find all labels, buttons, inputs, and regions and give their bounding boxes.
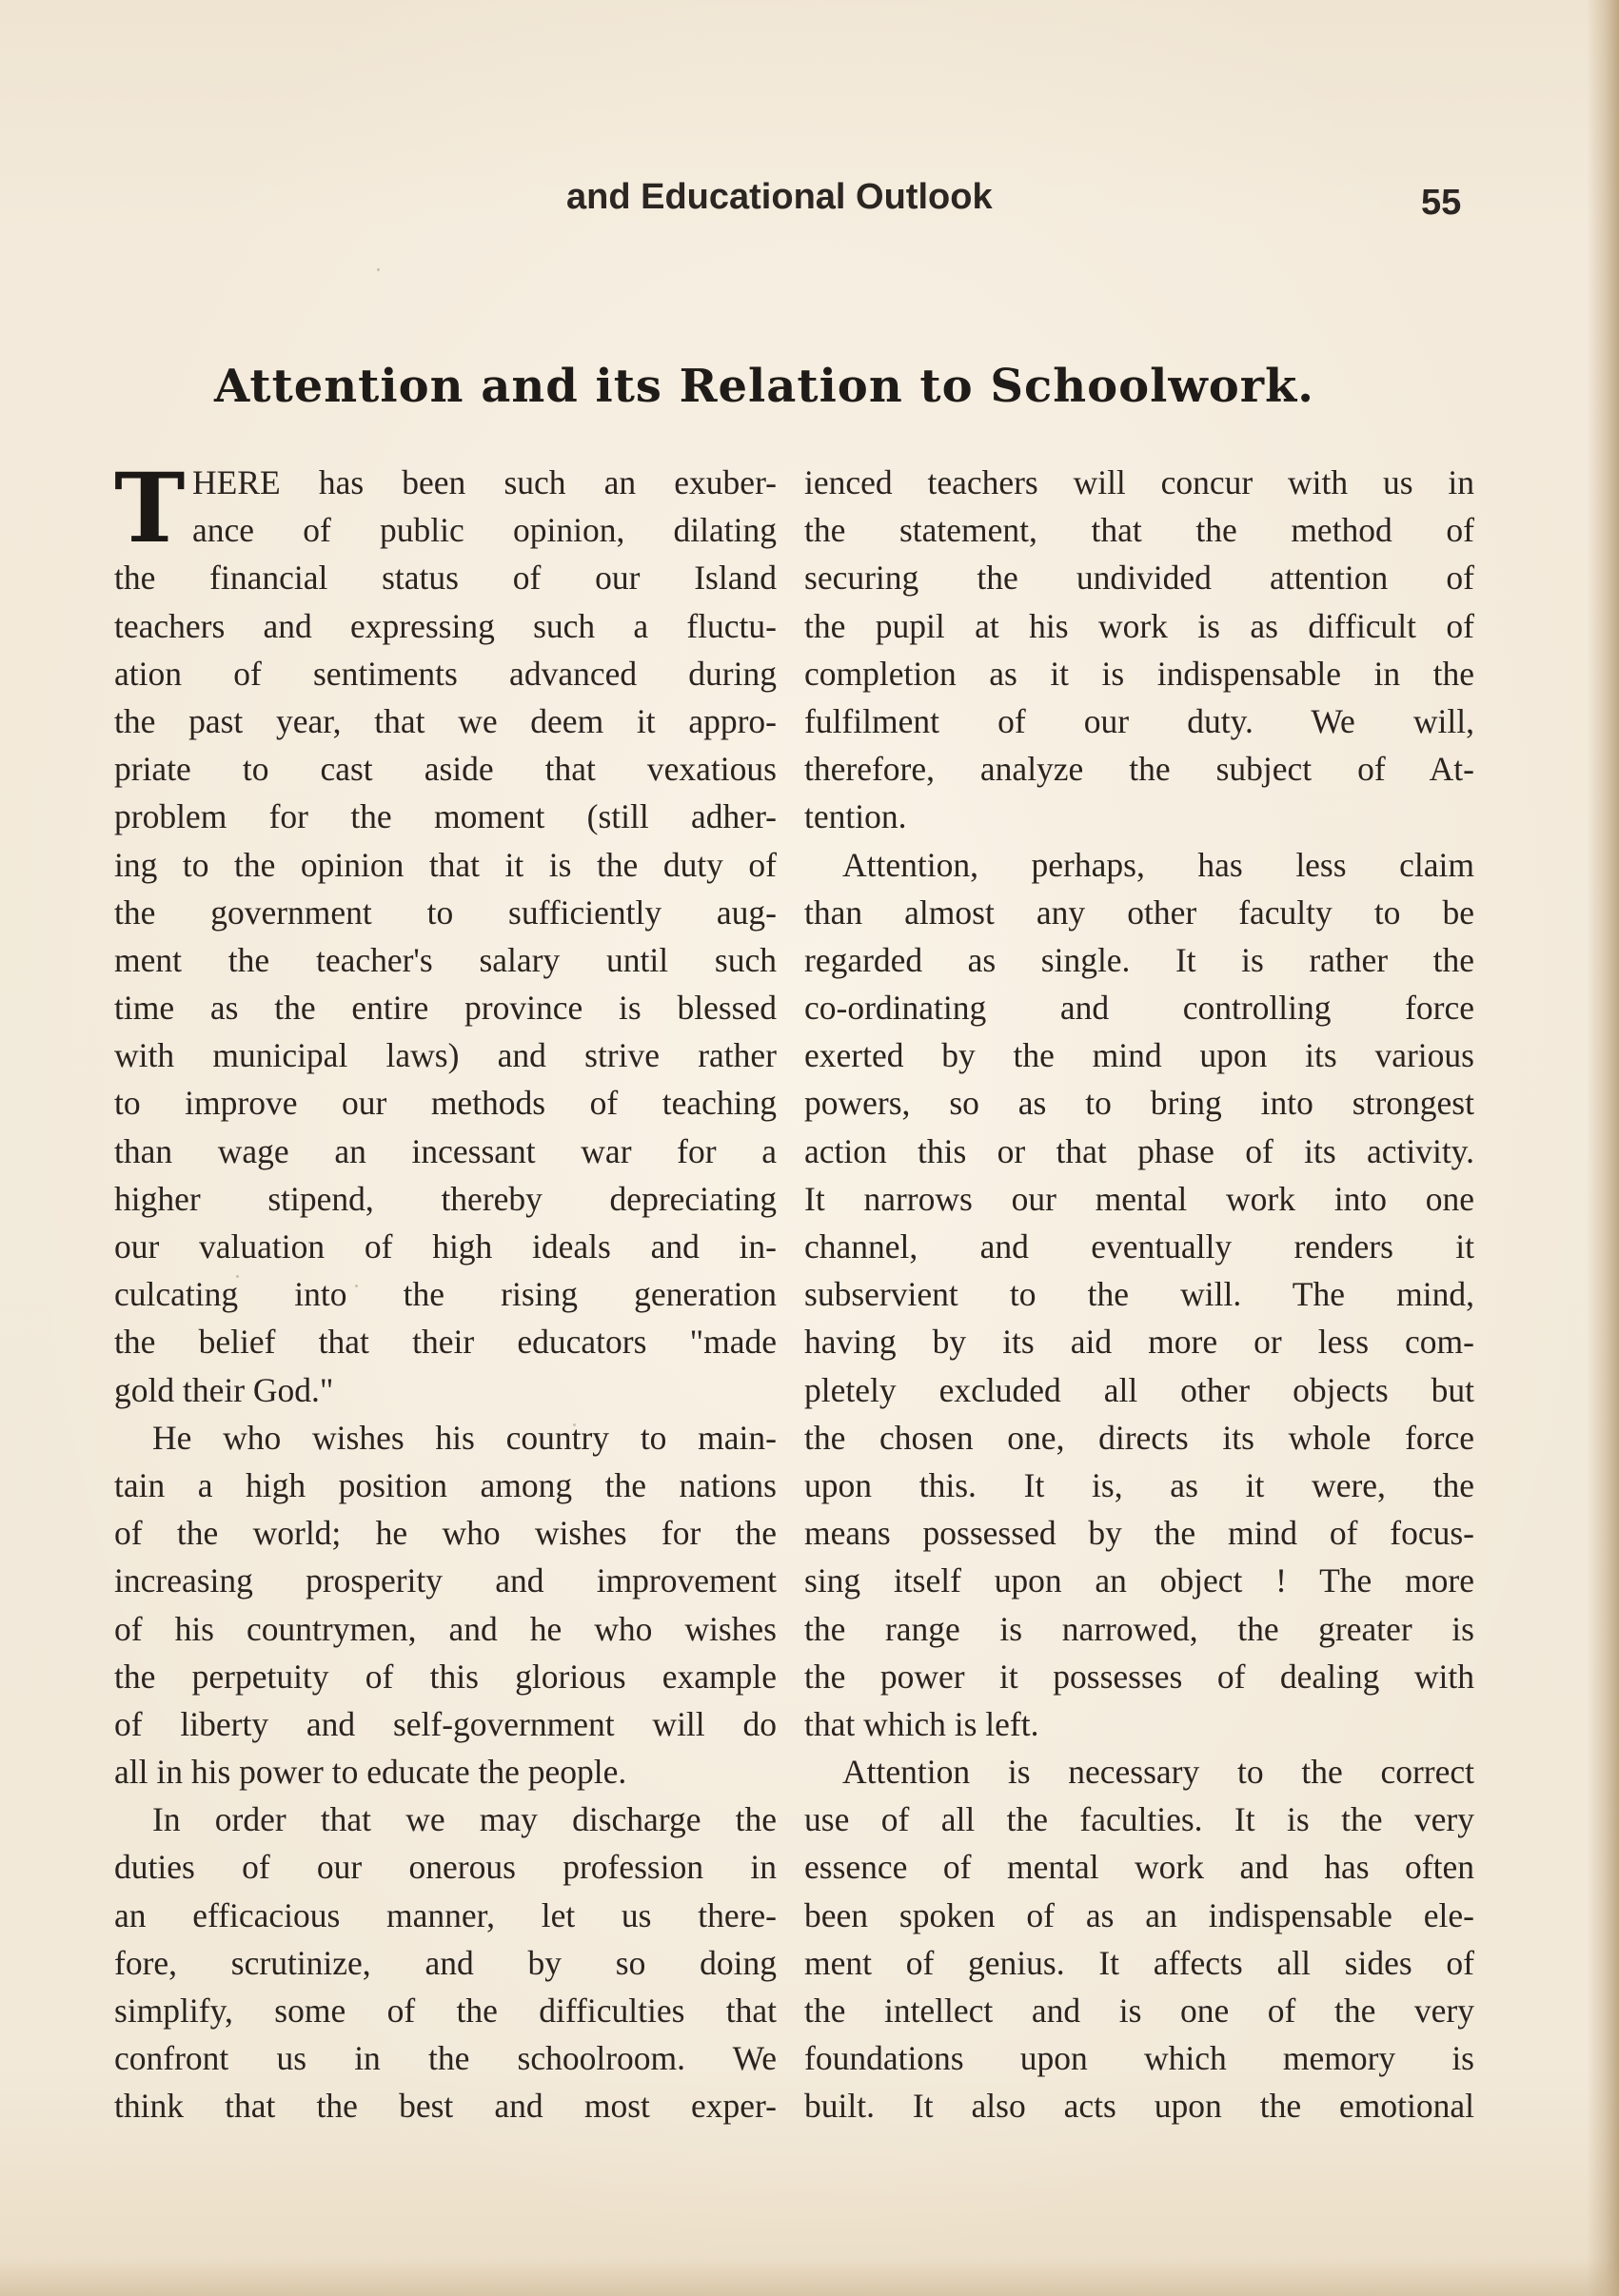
text-line: therefore, analyze the subject of At-: [804, 750, 1474, 789]
text-line: an efficacious manner, let us there-: [114, 1895, 777, 1934]
text-line: having by its aid more or less com-: [804, 1323, 1474, 1362]
page-edge-shadow: [1587, 0, 1619, 2296]
text-line: the range is narrowed, the greater is: [804, 1609, 1474, 1648]
text-line: that which is left.: [804, 1704, 1039, 1743]
text-line: time as the entire province is blessed: [114, 989, 777, 1028]
text-line: powers, so as to bring into strongest: [804, 1084, 1474, 1123]
left-column: [114, 452, 777, 2130]
text-line: exerted by the mind upon its various: [804, 1036, 1474, 1075]
text-line: ienced teachers will concur with us in: [804, 463, 1474, 501]
text-line: In order that we may discharge the: [152, 1800, 777, 1839]
text-line: culcating into the rising generation: [114, 1275, 777, 1314]
text-line: co-ordinating and controlling force: [804, 989, 1474, 1028]
text-line: higher stipend, thereby depreciating: [114, 1179, 777, 1218]
text-line: ation of sentiments advanced during: [114, 654, 777, 693]
text-line: Attention, perhaps, has less claim: [842, 845, 1474, 884]
text-line: the belief that their educators "made: [114, 1323, 777, 1362]
text-line: think that the best and most exper-: [114, 2087, 777, 2126]
text-line: than wage an incessant war for a: [114, 1131, 777, 1170]
article-title: Attention and its Relation to Schoolwork.: [214, 360, 1314, 413]
page-number: 55: [1421, 183, 1462, 223]
text-line: HERE has been such an exuber-: [192, 463, 777, 501]
text-line: He who wishes his country to main-: [152, 1418, 777, 1457]
text-line: tention.: [804, 797, 907, 836]
text-line: foundations upon which memory is: [804, 2039, 1474, 2078]
text-line: gold their God.": [114, 1370, 334, 1409]
text-line: the power it possesses of dealing with: [804, 1657, 1474, 1696]
text-line: simplify, some of the difficulties that: [114, 1992, 777, 2030]
text-line: the past year, that we deem it appro-: [114, 701, 777, 740]
text-line: channel, and eventually renders it: [804, 1227, 1474, 1266]
text-line: the pupil at his work is as difficult of: [804, 606, 1474, 645]
text-line: securing the undivided attention of: [804, 559, 1474, 598]
text-line: the statement, that the method of: [804, 511, 1474, 550]
paper-speck: [377, 268, 380, 271]
text-line: the perpetuity of this glorious example: [114, 1657, 777, 1696]
text-line: of his countrymen, and he who wishes: [114, 1609, 777, 1648]
text-line: subservient to the will. The mind,: [804, 1275, 1474, 1314]
text-line: the government to sufficiently aug-: [114, 893, 777, 932]
text-line: tain a high position among the nations: [114, 1465, 777, 1504]
text-line: upon this. It is, as it were, the: [804, 1465, 1474, 1504]
text-line: sing itself upon an object ! The more: [804, 1561, 1474, 1600]
page-bottom-shadow: [0, 2258, 1619, 2296]
text-line: priate to cast aside that vexatious: [114, 750, 777, 789]
text-line: fore, scrutinize, and by so doing: [114, 1943, 777, 1982]
text-line: ing to the opinion that it is the duty of: [114, 845, 777, 884]
drop-cap: T: [114, 452, 186, 564]
text-line: of the world; he who wishes for the: [114, 1514, 777, 1553]
text-line: to improve our methods of teaching: [114, 1084, 777, 1123]
text-line: means possessed by the mind of focus-: [804, 1514, 1474, 1553]
text-line: with municipal laws) and strive rather: [114, 1036, 777, 1075]
text-line: It narrows our mental work into one: [804, 1179, 1474, 1218]
text-line: built. It also acts upon the emotional: [804, 2087, 1474, 2126]
text-line: our valuation of high ideals and in-: [114, 1227, 777, 1266]
text-line: essence of mental work and has often: [804, 1848, 1474, 1887]
text-line: regarded as single. It is rather the: [804, 940, 1474, 979]
text-line: ment of genius. It affects all sides of: [804, 1943, 1474, 1982]
text-line: the intellect and is one of the very: [804, 1992, 1474, 2030]
text-line: the chosen one, directs its whole force: [804, 1418, 1474, 1457]
text-line: duties of our onerous profession in: [114, 1848, 777, 1887]
text-line: of liberty and self-government will do: [114, 1704, 777, 1743]
text-line: fulfilment of our duty. We will,: [804, 701, 1474, 740]
text-line: action this or that phase of its activity.: [804, 1131, 1474, 1170]
text-line: ment the teacher's salary until such: [114, 940, 777, 979]
text-line: pletely excluded all other objects but: [804, 1370, 1474, 1409]
text-line: problem for the moment (still adher-: [114, 797, 777, 836]
text-line: the financial status of our Island: [114, 559, 777, 598]
text-line: Attention is necessary to the correct: [842, 1753, 1474, 1792]
right-column: [804, 459, 1474, 2130]
text-line: teachers and expressing such a fluctu-: [114, 606, 777, 645]
text-line: all in his power to educate the people.: [114, 1753, 627, 1792]
text-line: than almost any other faculty to be: [804, 893, 1474, 932]
text-line: use of all the faculties. It is the very: [804, 1800, 1474, 1839]
text-line: increasing prosperity and improvement: [114, 1561, 777, 1600]
text-line: completion as it is indispensable in the: [804, 654, 1474, 693]
running-head: and Educational Outlook: [566, 177, 993, 217]
text-line: been spoken of as an indispensable ele-: [804, 1895, 1474, 1934]
text-line: ance of public opinion, dilating: [192, 511, 777, 550]
text-line: confront us in the schoolroom. We: [114, 2039, 777, 2078]
